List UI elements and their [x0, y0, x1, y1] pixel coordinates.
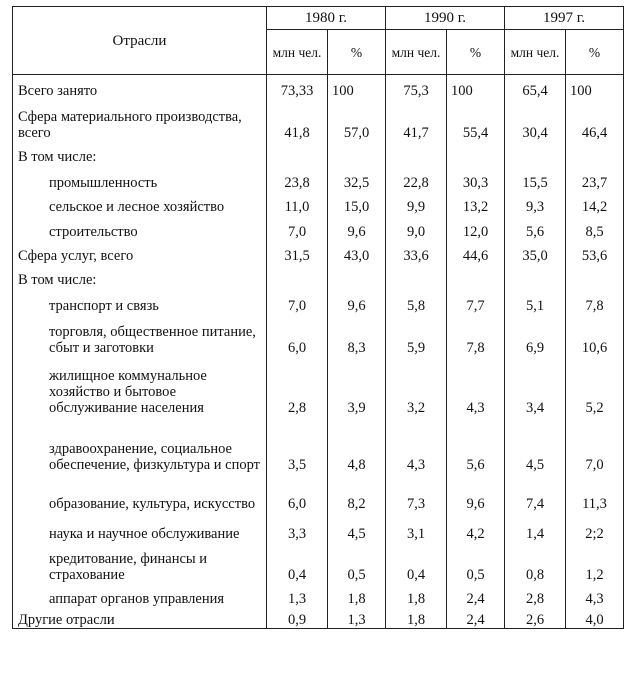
percent-value-cell: 11,3 — [566, 473, 624, 512]
percent-value-cell: 30,3 — [447, 165, 505, 191]
persons-value-cell: 41,7 — [386, 99, 447, 141]
persons-value-cell: 5,8 — [386, 288, 447, 314]
persons-value-cell — [505, 264, 566, 288]
percent-value-cell: 4,3 — [566, 583, 624, 607]
percent-value-cell: 13,2 — [447, 191, 505, 215]
persons-value-cell: 31,5 — [267, 240, 328, 264]
persons-value-cell: 2,6 — [505, 607, 566, 629]
sector-name-cell: Сфера услуг, всего — [13, 240, 267, 264]
table-row — [13, 75, 624, 99]
persons-value-cell: 15,5 — [505, 165, 566, 191]
percent-value-cell: 7,8 — [566, 288, 624, 314]
unit-header: млн чел. — [505, 30, 566, 75]
percent-value-cell — [447, 264, 505, 288]
persons-value-cell: 3,5 — [267, 416, 328, 473]
persons-value-cell: 9,0 — [386, 215, 447, 240]
percent-value-cell: 5,6 — [447, 416, 505, 473]
percent-value-cell: 9,6 — [447, 473, 505, 512]
table-row — [13, 542, 624, 583]
persons-value-cell: 4,3 — [386, 416, 447, 473]
persons-value-cell: 2,8 — [505, 583, 566, 607]
persons-value-cell: 0,4 — [267, 542, 328, 583]
percent-value-cell: 2,4 — [447, 607, 505, 629]
percent-value-cell — [447, 141, 505, 165]
percent-value-cell: 4,3 — [447, 356, 505, 416]
percent-value-cell: 1,3 — [328, 607, 386, 629]
persons-value-cell: 6,0 — [267, 473, 328, 512]
table-row — [13, 165, 624, 191]
persons-value-cell: 9,3 — [505, 191, 566, 215]
percent-value-cell: 4,2 — [447, 512, 505, 542]
persons-value-cell: 3,3 — [267, 512, 328, 542]
year-header-row — [13, 7, 624, 30]
percent-value-cell: 0,5 — [328, 542, 386, 583]
sector-column-header: Отрасли — [13, 7, 267, 75]
sector-name-cell: Всего занято — [13, 75, 267, 99]
sector-name-cell: торговля, общественное питание, сбыт и заготовки — [13, 314, 267, 356]
persons-value-cell: 1,4 — [505, 512, 566, 542]
percent-value-cell: 7,0 — [566, 416, 624, 473]
persons-value-cell — [267, 141, 328, 165]
table-row — [13, 314, 624, 356]
percent-value-cell: 100 — [447, 75, 505, 99]
percent-value-cell: 46,4 — [566, 99, 624, 141]
persons-value-cell: 35,0 — [505, 240, 566, 264]
persons-value-cell: 0,9 — [267, 607, 328, 629]
table-row — [13, 99, 624, 141]
unit-header: % — [566, 30, 624, 75]
table-row — [13, 264, 624, 288]
persons-value-cell: 2,8 — [267, 356, 328, 416]
percent-value-cell: 1,8 — [328, 583, 386, 607]
sector-name-cell: сельское и лесное хозяйство — [13, 191, 267, 215]
sector-name-cell: В том числе: — [13, 141, 267, 165]
unit-header: млн чел. — [267, 30, 328, 75]
persons-value-cell: 3,4 — [505, 356, 566, 416]
persons-value-cell — [386, 264, 447, 288]
persons-value-cell: 1,8 — [386, 583, 447, 607]
percent-value-cell — [566, 264, 624, 288]
table-body — [13, 75, 624, 629]
percent-value-cell: 53,6 — [566, 240, 624, 264]
percent-value-cell: 43,0 — [328, 240, 386, 264]
persons-value-cell: 73,33 — [267, 75, 328, 99]
table-row — [13, 512, 624, 542]
persons-value-cell: 22,8 — [386, 165, 447, 191]
persons-value-cell: 4,5 — [505, 416, 566, 473]
persons-value-cell: 3,2 — [386, 356, 447, 416]
persons-value-cell: 65,4 — [505, 75, 566, 99]
sector-name-cell: строительство — [13, 215, 267, 240]
percent-value-cell: 9,6 — [328, 288, 386, 314]
persons-value-cell: 75,3 — [386, 75, 447, 99]
table-row — [13, 141, 624, 165]
percent-value-cell: 14,2 — [566, 191, 624, 215]
table-row — [13, 191, 624, 215]
employment-by-sector-table — [12, 6, 624, 629]
persons-value-cell: 6,9 — [505, 314, 566, 356]
sector-name-cell: жилищное коммунальное хозяйство и бытовое обслуживание населения — [13, 356, 267, 416]
table-row — [13, 215, 624, 240]
persons-value-cell: 1,8 — [386, 607, 447, 629]
year-header: 1980 г. — [267, 7, 386, 30]
unit-header: млн чел. — [386, 30, 447, 75]
percent-value-cell — [566, 141, 624, 165]
table-row — [13, 583, 624, 607]
persons-value-cell: 11,0 — [267, 191, 328, 215]
table-row — [13, 240, 624, 264]
table-row — [13, 416, 624, 473]
percent-value-cell: 100 — [328, 75, 386, 99]
persons-value-cell: 3,1 — [386, 512, 447, 542]
percent-value-cell: 3,9 — [328, 356, 386, 416]
percent-value-cell: 15,0 — [328, 191, 386, 215]
percent-value-cell: 1,2 — [566, 542, 624, 583]
percent-value-cell: 44,6 — [447, 240, 505, 264]
sector-name-cell: образование, культура, искусство — [13, 473, 267, 512]
sector-name-cell: В том числе: — [13, 264, 267, 288]
percent-value-cell: 23,7 — [566, 165, 624, 191]
percent-value-cell: 8,5 — [566, 215, 624, 240]
persons-value-cell — [267, 264, 328, 288]
table-row — [13, 473, 624, 512]
persons-value-cell: 7,4 — [505, 473, 566, 512]
unit-header: % — [328, 30, 386, 75]
persons-value-cell: 0,8 — [505, 542, 566, 583]
persons-value-cell: 5,9 — [386, 314, 447, 356]
percent-value-cell: 2,4 — [447, 583, 505, 607]
unit-header: % — [447, 30, 505, 75]
percent-value-cell: 8,3 — [328, 314, 386, 356]
percent-value-cell: 2;2 — [566, 512, 624, 542]
persons-value-cell: 6,0 — [267, 314, 328, 356]
percent-value-cell: 55,4 — [447, 99, 505, 141]
persons-value-cell — [386, 141, 447, 165]
percent-value-cell: 4,0 — [566, 607, 624, 629]
employment-table-container — [12, 6, 624, 629]
table-row — [13, 288, 624, 314]
persons-value-cell: 23,8 — [267, 165, 328, 191]
persons-value-cell: 5,1 — [505, 288, 566, 314]
persons-value-cell: 7,3 — [386, 473, 447, 512]
percent-value-cell — [328, 141, 386, 165]
sector-name-cell: Другие отрасли — [13, 607, 267, 629]
sector-name-cell: Сфера материального производства, всего — [13, 99, 267, 141]
sector-name-cell: аппарат органов управления — [13, 583, 267, 607]
percent-value-cell: 100 — [566, 75, 624, 99]
percent-value-cell: 4,8 — [328, 416, 386, 473]
sector-name-cell: промышленность — [13, 165, 267, 191]
persons-value-cell — [505, 141, 566, 165]
percent-value-cell: 4,5 — [328, 512, 386, 542]
percent-value-cell: 57,0 — [328, 99, 386, 141]
percent-value-cell: 7,8 — [447, 314, 505, 356]
sector-name-cell: кредитование, финансы и страхование — [13, 542, 267, 583]
persons-value-cell: 41,8 — [267, 99, 328, 141]
year-header: 1997 г. — [505, 7, 624, 30]
percent-value-cell: 12,0 — [447, 215, 505, 240]
percent-value-cell: 10,6 — [566, 314, 624, 356]
percent-value-cell: 7,7 — [447, 288, 505, 314]
sector-name-cell: здравоохранение, социальное обеспечение, физкультура и спорт — [13, 416, 267, 473]
table-row — [13, 607, 624, 629]
year-header: 1990 г. — [386, 7, 505, 30]
persons-value-cell: 9,9 — [386, 191, 447, 215]
percent-value-cell: 32,5 — [328, 165, 386, 191]
persons-value-cell: 33,6 — [386, 240, 447, 264]
persons-value-cell: 0,4 — [386, 542, 447, 583]
persons-value-cell: 5,6 — [505, 215, 566, 240]
sector-name-cell: наука и научное обслуживание — [13, 512, 267, 542]
sector-name-cell: транспорт и связь — [13, 288, 267, 314]
percent-value-cell: 9,6 — [328, 215, 386, 240]
percent-value-cell — [328, 264, 386, 288]
table-row — [13, 356, 624, 416]
persons-value-cell: 1,3 — [267, 583, 328, 607]
persons-value-cell: 30,4 — [505, 99, 566, 141]
percent-value-cell: 8,2 — [328, 473, 386, 512]
percent-value-cell: 0,5 — [447, 542, 505, 583]
persons-value-cell: 7,0 — [267, 215, 328, 240]
percent-value-cell: 5,2 — [566, 356, 624, 416]
persons-value-cell: 7,0 — [267, 288, 328, 314]
